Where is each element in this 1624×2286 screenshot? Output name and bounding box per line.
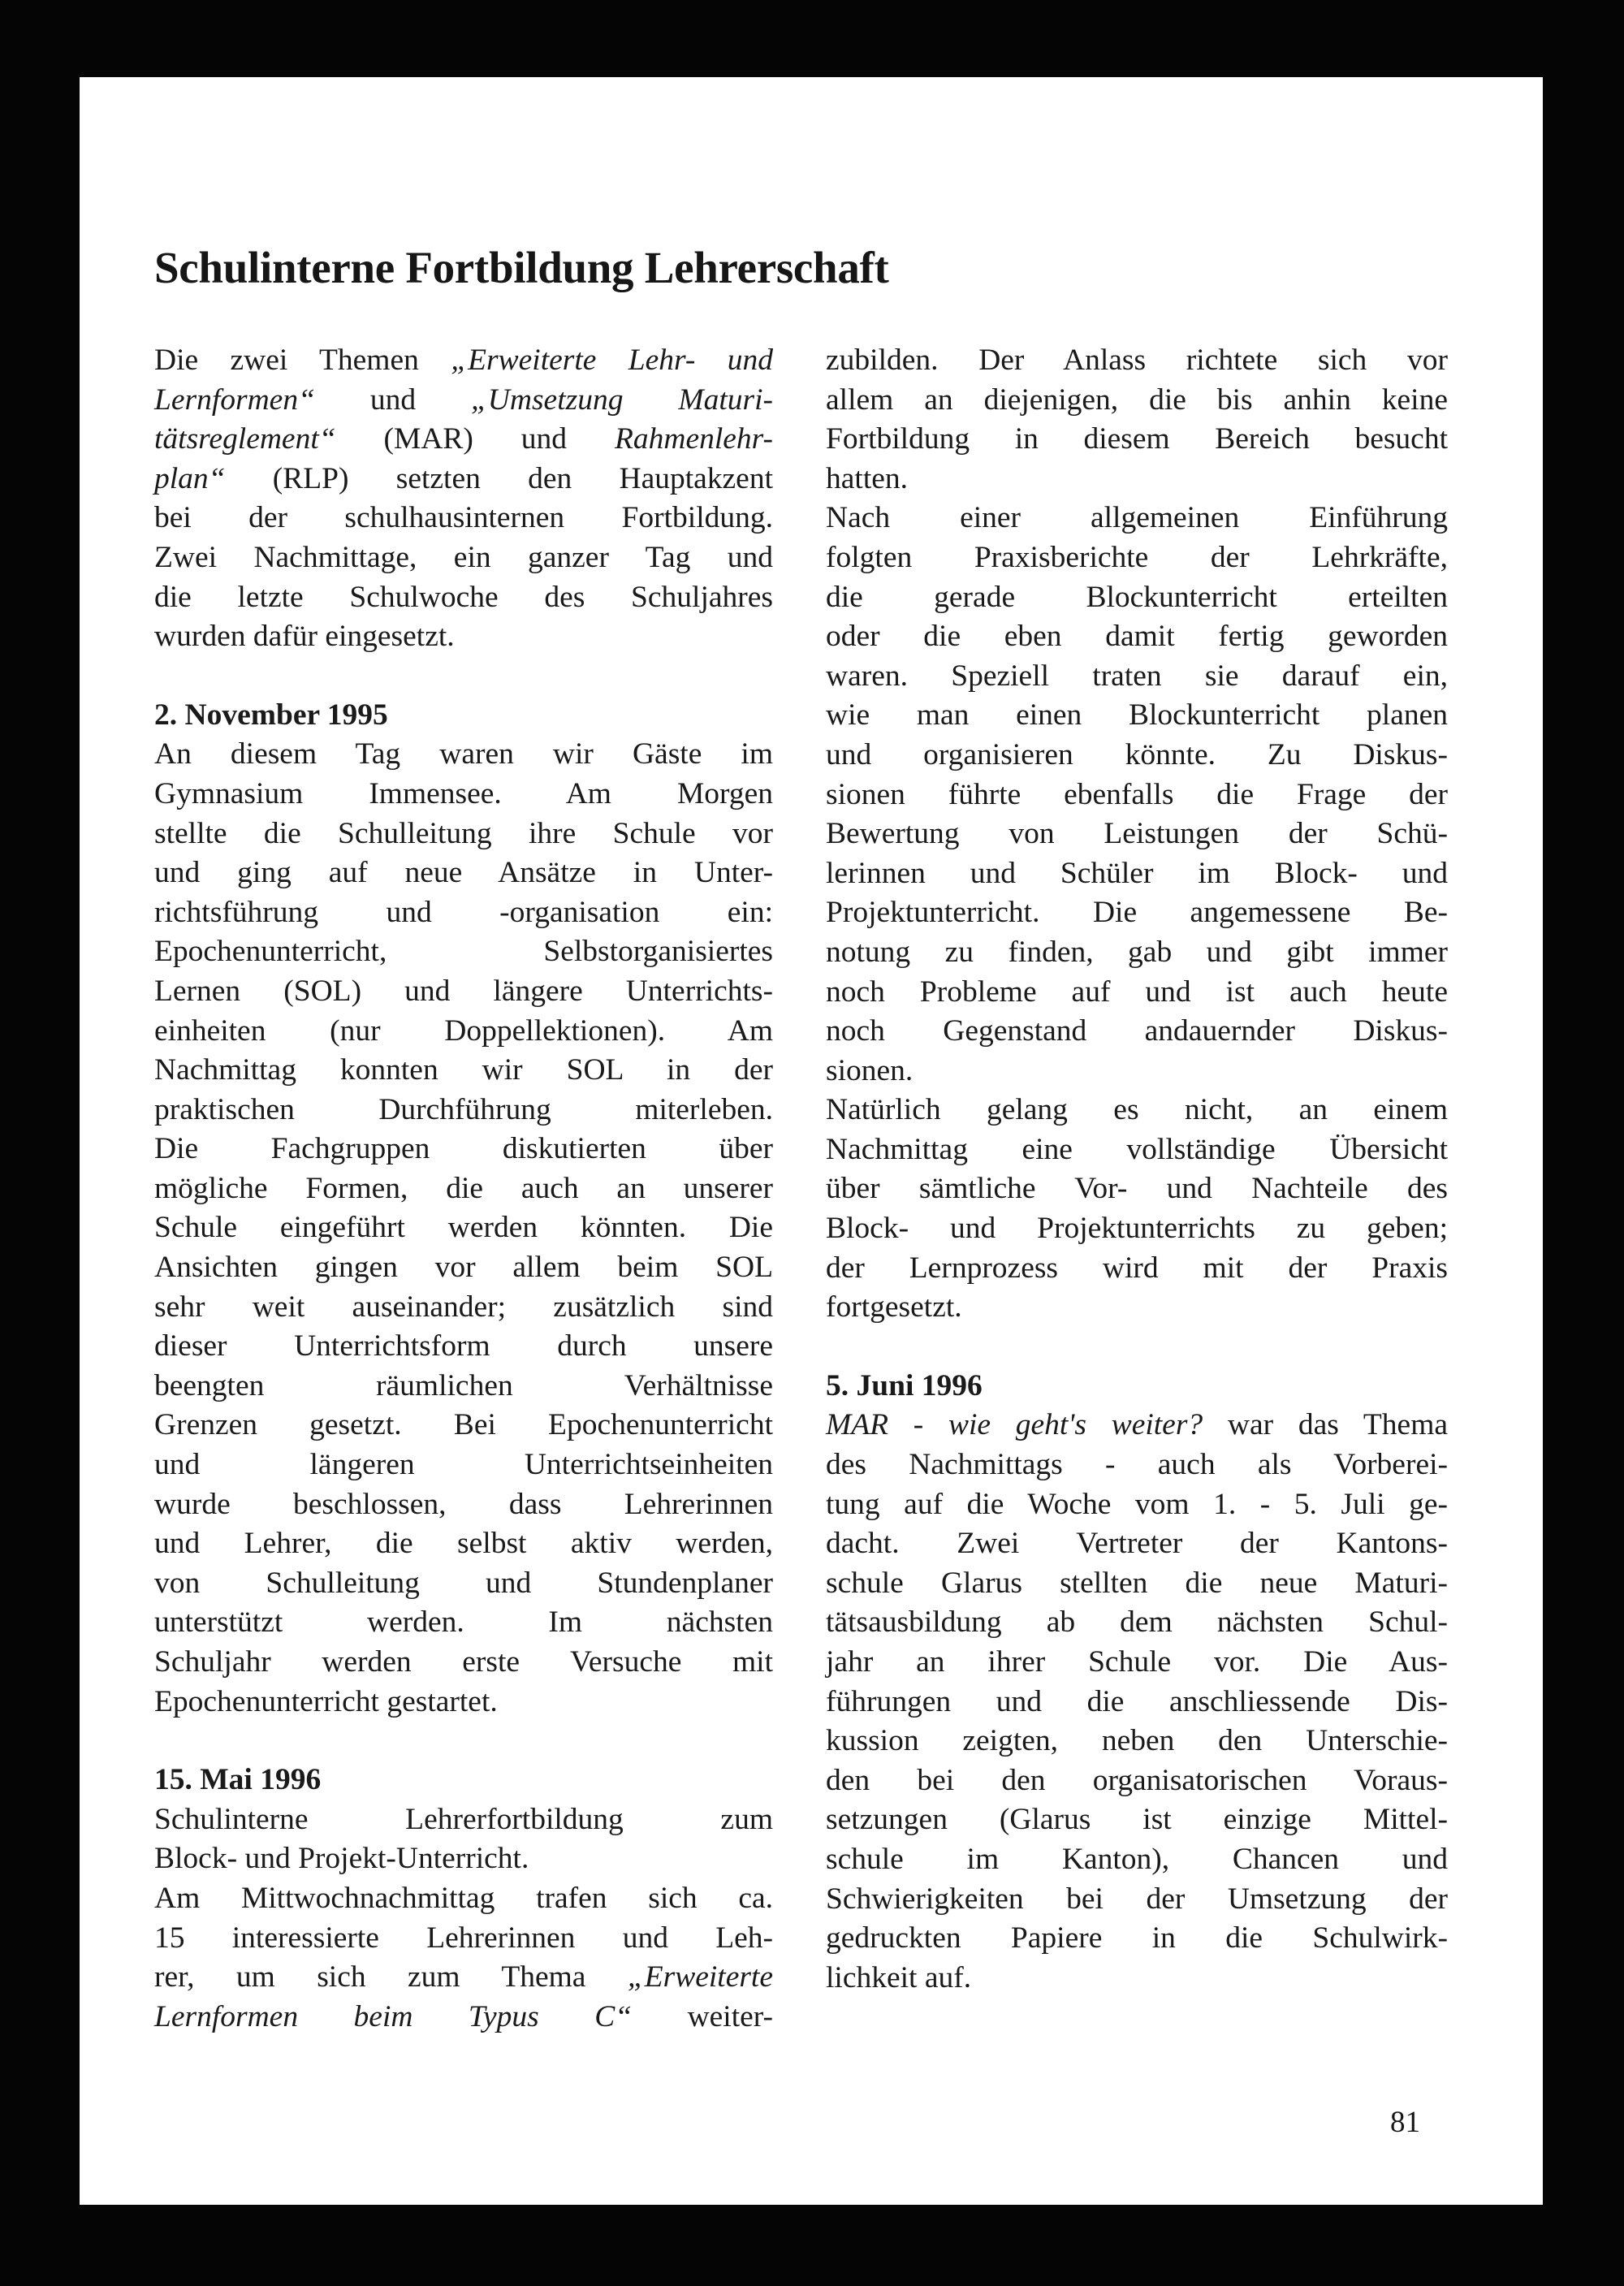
section-body-juni-1996 xyxy=(826,1406,1448,1998)
text-line: Schwierigkeiten bei der Umsetzung der xyxy=(826,1882,1448,1916)
text-line: zubilden. Der Anlass richtete sich vor xyxy=(826,344,1448,377)
text-line: des Nachmittags - auch als Vorberei- xyxy=(826,1448,1448,1482)
text-line: Ansichten gingen vor allem beim SOL xyxy=(154,1251,773,1285)
text-line: beengten räumlichen Verhältnisse xyxy=(154,1368,773,1402)
text-line: wie man einen Blockunterricht planen xyxy=(826,698,1448,732)
section-body-mai-1996 xyxy=(154,1800,773,2038)
text-line: unterstützt werden. Im nächsten xyxy=(154,1605,773,1640)
text-line: richtsführung und -organisation ein: xyxy=(154,895,773,929)
text-line: Die Fachgruppen diskutierten über xyxy=(154,1132,773,1166)
text-line: Fortbildung in diesem Bereich besucht xyxy=(826,422,1448,456)
text-line: tätsausbildung ab dem nächsten Schul- xyxy=(826,1605,1448,1640)
section-body-november-1995 xyxy=(154,735,773,1722)
left-column xyxy=(154,341,773,2037)
text-line: Epochenunterricht, Selbstorganisiertes xyxy=(154,935,773,969)
text-line: praktischen Durchführung miterleben. xyxy=(154,1092,773,1126)
text-line: tung auf die Woche vom 1. - 5. Juli ge- xyxy=(826,1487,1448,1521)
text-line: allem an diejenigen, die bis anhin keine xyxy=(826,382,1448,417)
text-line: mögliche Formen, die auch an unserer xyxy=(154,1171,773,1205)
continuation-paragraphs xyxy=(826,341,1448,1328)
text-line: stellte die Schulleitung ihre Schule vor xyxy=(154,816,773,850)
text-line: hatten. xyxy=(826,461,909,495)
text-line: schule Glarus stellten die neue Maturi- xyxy=(826,1566,1448,1600)
text-line: schule im Kanton), Chancen und xyxy=(826,1842,1448,1876)
text-line: gedruckten Papiere in die Schulwirk- xyxy=(826,1921,1448,1955)
right-column xyxy=(826,341,1448,1998)
text-line: einheiten (nur Doppellektionen). Am xyxy=(154,1013,773,1048)
text-line: notung zu finden, gab und gibt immer xyxy=(826,935,1448,969)
text-line: noch Probleme auf und ist auch heute xyxy=(826,974,1448,1009)
text-line: Epochenunterricht gestartet. xyxy=(154,1684,498,1718)
text-line: MAR - wie geht's weiter? war das Thema xyxy=(826,1408,1449,1442)
text-line: und ging auf neue Ansätze in Unter- xyxy=(154,856,773,890)
text-line: Zwei Nachmittage, ein ganzer Tag und xyxy=(154,540,773,574)
text-line: Am Mittwochnachmittag trafen sich ca. xyxy=(154,1881,773,1915)
text-line: die gerade Blockunterricht erteilten xyxy=(826,580,1448,614)
text-line: Block- und Projektunterrichts zu geben; xyxy=(826,1212,1448,1246)
spacer xyxy=(154,657,773,696)
text-line: dacht. Zwei Vertreter der Kantons- xyxy=(826,1527,1448,1561)
page-number: 81 xyxy=(1390,2106,1420,2139)
text-line: Projektunterricht. Die angemessene Be- xyxy=(826,896,1448,930)
text-line: sehr weit auseinander; zusätzlich sind xyxy=(154,1290,773,1324)
intro-paragraph xyxy=(154,341,773,657)
text-line: kussion zeigten, neben den Unterschie- xyxy=(826,1724,1448,1758)
text-line: Natürlich gelang es nicht, an einem xyxy=(826,1093,1448,1127)
text-line: und organisieren könnte. Zu Diskus- xyxy=(826,737,1448,771)
text-line: rer, um sich zum Thema „Erweiterte xyxy=(154,1960,773,1994)
section-heading-november-1995: 2. November 1995 xyxy=(154,698,388,732)
text-line: wurde beschlossen, dass Lehrerinnen xyxy=(154,1487,773,1521)
page-title: Schulinterne Fortbildung Lehrerschaft xyxy=(154,243,889,292)
text-line: über sämtliche Vor- und Nachteile des xyxy=(826,1172,1448,1206)
text-line: fortgesetzt. xyxy=(826,1290,962,1324)
text-line: Nachmittag konnten wir SOL in der xyxy=(154,1053,773,1087)
text-line: Lernformen“ und „Umsetzung Maturi- xyxy=(154,382,773,417)
section-heading-juni-1996: 5. Juni 1996 xyxy=(826,1368,983,1402)
text-line: Lernen (SOL) und längere Unterrichts- xyxy=(154,974,773,1008)
text-line: und längeren Unterrichtseinheiten xyxy=(154,1448,773,1482)
document-page xyxy=(80,77,1543,2205)
text-line: von Schulleitung und Stundenplaner xyxy=(154,1566,773,1600)
text-line: dieser Unterrichtsform durch unsere xyxy=(154,1329,773,1363)
text-line: die letzte Schulwoche des Schuljahres xyxy=(154,580,773,614)
text-line: sionen führte ebenfalls die Frage der xyxy=(826,777,1448,811)
text-line: Die zwei Themen „Erweiterte Lehr- und xyxy=(154,344,774,377)
text-line: Schule eingeführt werden könnten. Die xyxy=(154,1211,773,1245)
text-line: Grenzen gesetzt. Bei Epochenunterricht xyxy=(154,1408,773,1442)
text-line: An diesem Tag waren wir Gäste im xyxy=(154,737,773,771)
text-line: Schulinterne Lehrerfortbildung zum xyxy=(154,1802,773,1836)
text-line: tätsreglement“ (MAR) und Rahmenlehr- xyxy=(154,422,773,456)
text-line: jahr an ihrer Schule vor. Die Aus- xyxy=(826,1645,1448,1679)
text-line: wurden dafür eingesetzt. xyxy=(154,620,455,654)
text-line: und Lehrer, die selbst aktiv werden, xyxy=(154,1527,773,1561)
text-line: noch Gegenstand andauernder Diskus- xyxy=(826,1014,1448,1048)
text-line: plan“ (RLP) setzten den Hauptakzent xyxy=(154,461,773,495)
text-line: folgten Praxisberichte der Lehrkräfte, xyxy=(826,540,1448,574)
text-line: lichkeit auf. xyxy=(826,1960,972,1994)
text-line: der Lernprozess wird mit der Praxis xyxy=(826,1251,1448,1285)
text-line: sionen. xyxy=(826,1053,914,1087)
text-line: Schuljahr werden erste Versuche mit xyxy=(154,1645,773,1679)
spacer xyxy=(826,1328,1448,1367)
text-line: oder die eben damit fertig geworden xyxy=(826,620,1448,654)
spacer xyxy=(154,1722,773,1761)
text-line: 15 interessierte Lehrerinnen und Leh- xyxy=(154,1921,773,1955)
section-heading-mai-1996: 15. Mai 1996 xyxy=(154,1763,322,1797)
text-line: Bewertung von Leistungen der Schü- xyxy=(826,817,1448,851)
text-line: Gymnasium Immensee. Am Morgen xyxy=(154,776,773,810)
text-line: den bei den organisatorischen Voraus- xyxy=(826,1763,1448,1797)
text-line: waren. Speziell traten sie darauf ein, xyxy=(826,659,1448,693)
text-line: Lernformen beim Typus C“ weiter- xyxy=(154,1999,774,2033)
text-line: Block- und Projekt-Unterricht. xyxy=(154,1842,529,1876)
text-line: setzungen (Glarus ist einzige Mittel- xyxy=(826,1803,1448,1837)
text-line: Nachmittag eine vollständige Übersicht xyxy=(826,1132,1448,1166)
text-line: bei der schulhausinternen Fortbildung. xyxy=(154,501,773,535)
text-line: lerinnen und Schüler im Block- und xyxy=(826,856,1448,890)
text-line: führungen und die anschliessende Dis- xyxy=(826,1684,1448,1718)
text-line: Nach einer allgemeinen Einführung xyxy=(826,501,1448,535)
